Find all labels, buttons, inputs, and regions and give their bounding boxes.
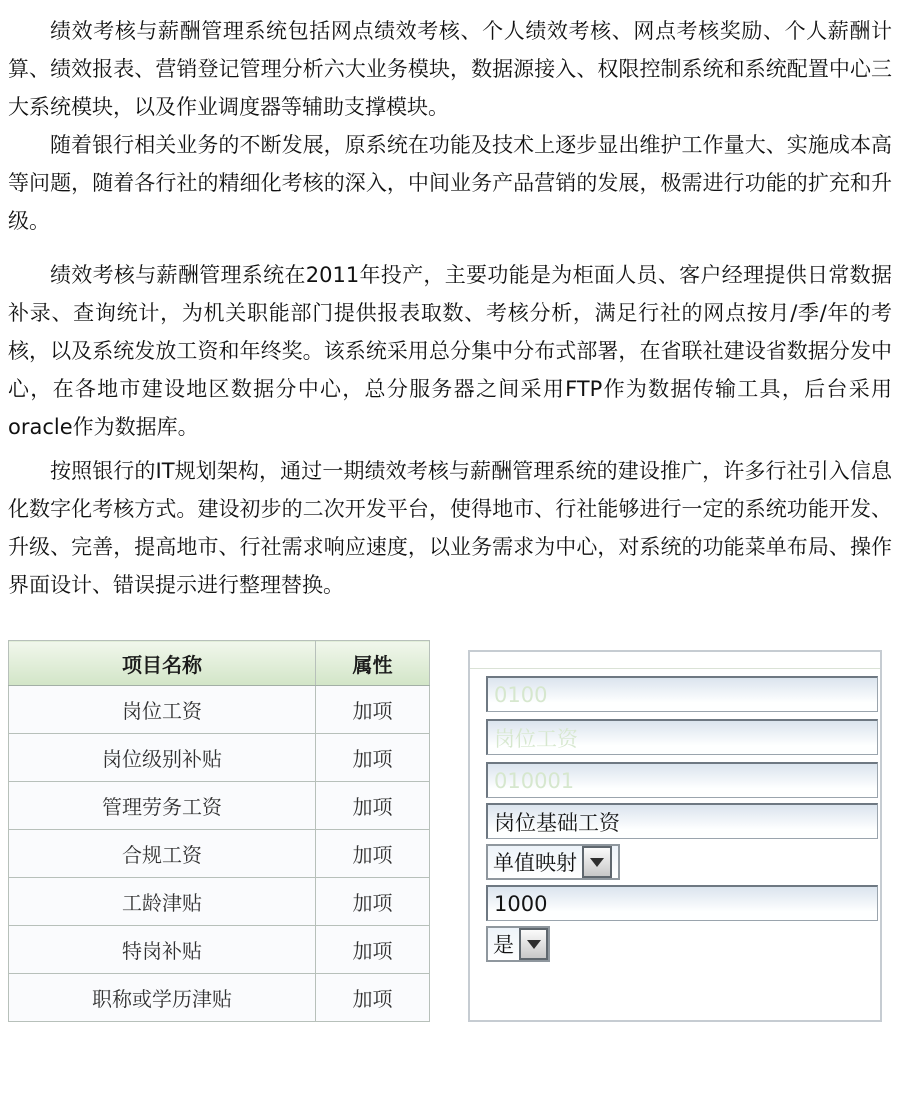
table-row xyxy=(9,686,430,734)
form-fields xyxy=(470,669,880,962)
table-row xyxy=(9,830,430,878)
attribute-cell: 加项 xyxy=(316,686,430,734)
code-field xyxy=(486,676,878,712)
table-row xyxy=(9,878,430,926)
mapping-dropdown-button[interactable] xyxy=(582,846,612,878)
subcode-field xyxy=(486,762,878,798)
attribute-cell: 加项 xyxy=(316,878,430,926)
col-header-item-name: 项目名称 xyxy=(9,641,316,686)
chevron-down-icon-button[interactable] xyxy=(519,928,548,960)
chevron-down-icon xyxy=(527,940,541,949)
item-name-cell: 职称或学历津贴 xyxy=(9,974,316,1022)
table-header-row xyxy=(9,641,430,686)
table-row xyxy=(9,782,430,830)
paragraph: 绩效考核与薪酬管理系统包括网点绩效考核、个人绩效考核、网点考核奖励、个人薪酬计算、绩效报表、营销登记管理分析六大业务模块，数据源接入、权限控制系统和系统配置中心三大系统模块，以及作业调度器等辅助支撑模块。 xyxy=(8,19,892,119)
figures-section xyxy=(0,640,900,1025)
item-name-cell: 管理劳务工资 xyxy=(9,782,316,830)
flag-select[interactable] xyxy=(486,926,550,962)
salary-items-table xyxy=(8,640,430,1022)
paragraph: 随着银行相关业务的不断发展，原系统在功能及技术上逐步显出维护工作量大、实施成本高等问题，随着各行社的精细化考核的深入，中间业务产品营销的发展，极需进行功能的扩充和升级。 xyxy=(8,133,892,233)
item-name-cell: 特岗补贴 xyxy=(9,926,316,974)
attribute-cell: 加项 xyxy=(316,830,430,878)
item-name-cell: 岗位级别补贴 xyxy=(9,734,316,782)
table-row xyxy=(9,926,430,974)
item-name-cell: 岗位工资 xyxy=(9,686,316,734)
chevron-down-icon xyxy=(590,858,604,867)
attribute-cell: 加项 xyxy=(316,734,430,782)
paragraph: 按照银行的IT规划架构，通过一期绩效考核与薪酬管理系统的建设推广，许多行社引入信息化数字化考核方式。建设初步的二次开发平台，使得地市、行社能够进行一定的系统功能开发、升级、完善，提高地市、行社需求响应速度，以业务需求为中心，对系统的功能菜单布局、操作界面设计、错误提示进行整理替换。 xyxy=(8,459,892,597)
attribute-cell: 加项 xyxy=(316,926,430,974)
paragraph: 绩效考核与薪酬管理系统在2011年投产，主要功能是为柜面人员、客户经理提供日常数据补录、查询统计，为机关职能部门提供报表取数、考核分析，满足行社的网点按月/季/年的考核，以及系统发放工资和年终奖。该系统采用总分集中分布式部署，在省联社建设省数据分发中心，在各地市建设地区数据分中心，总分服务器之间采用FTP作为数据传输工具，后台采用oracle作为数据库。 xyxy=(8,263,892,439)
attribute-cell: 加项 xyxy=(316,782,430,830)
table-row xyxy=(9,974,430,1022)
mapping-type-select[interactable] xyxy=(486,844,620,880)
amount-field[interactable] xyxy=(486,885,878,921)
col-header-attribute: 属性 xyxy=(316,641,430,686)
name-field xyxy=(486,719,878,755)
mapping-type-value: 单值映射 xyxy=(493,851,577,875)
item-name-cell: 合规工资 xyxy=(9,830,316,878)
flag-value: 是 xyxy=(493,933,514,957)
detail-form-panel xyxy=(468,650,882,1022)
panel-header-strip xyxy=(470,652,880,669)
attribute-cell: 加项 xyxy=(316,974,430,1022)
item-name-cell: 工龄津贴 xyxy=(9,878,316,926)
base-name-field[interactable] xyxy=(486,803,878,839)
table-row xyxy=(9,734,430,782)
